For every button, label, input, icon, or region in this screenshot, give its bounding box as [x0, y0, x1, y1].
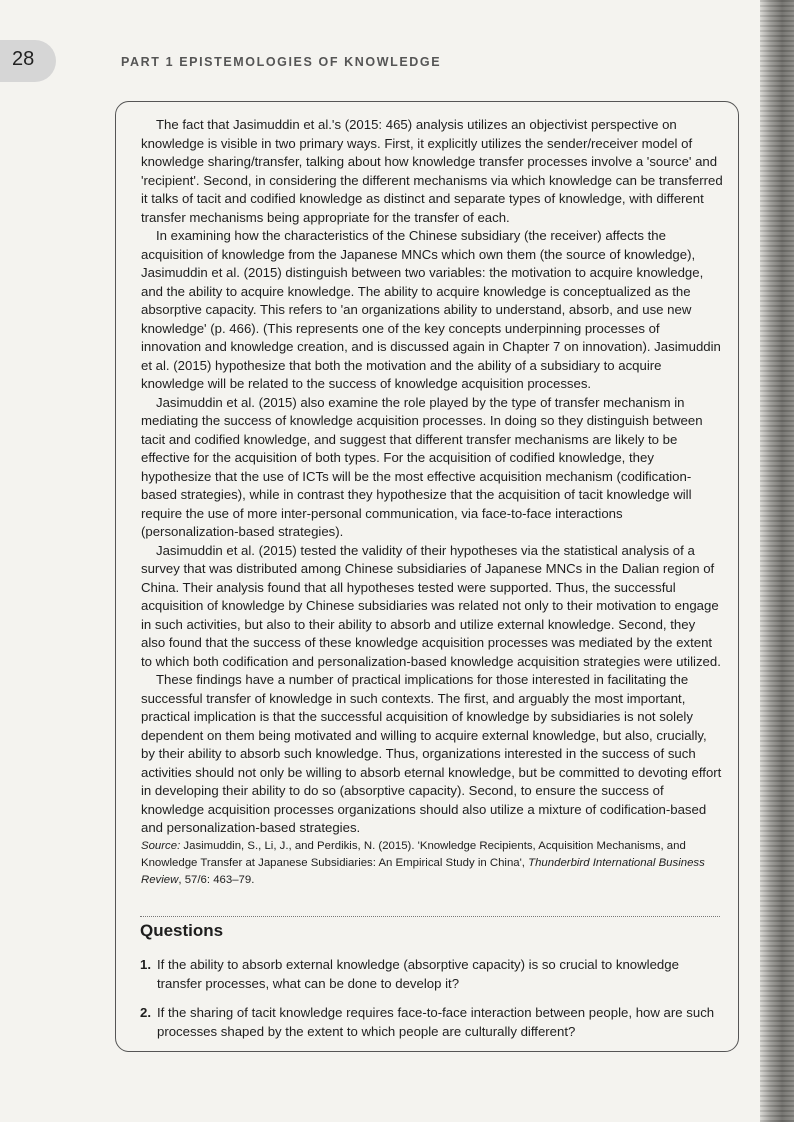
paragraph: Jasimuddin et al. (2015) tested the validity of their hypotheses via the statistical analysis of a survey that was distributed among Chinese subsidiaries of Japanese MNCs in the Dalian region of China. Their analysis found that all hypotheses tested were supported. Thus, the successful acquisition of knowledge by Chinese subsidiaries was related not only to their motivation to engage in such activities, but also to their ability to absorb and utilize external knowledge. Second, they also found that the success of these knowledge acquisition processes was mediated by the extent to which both codification and personalization-based knowledge acquisition strategies were utilized. [141, 542, 721, 669]
question-text: If the sharing of tacit knowledge requires face-to-face interaction between people, how are such processes shaped by the extent to which people are culturally different? [157, 1005, 715, 1039]
source-label: Source: [141, 839, 181, 852]
paragraph: The fact that Jasimuddin et al.'s (2015: 465) analysis utilizes an objectivist perspective on knowledge is visible in two primary ways. First, it explicitly utilizes the sender/receiver model of knowledge sharing/transfer, talking about how knowledge transfer processes involve a 'source' and 'recipient'. Second, in considering the different mechanisms via which knowledge can be transferred it talks of tacit and codified knowledge as distinct and separate types of knowledge, with different transfer mechanisms being appropriate for the transfer of each. [141, 117, 723, 225]
book-spine-edge [760, 0, 794, 1122]
case-study-text [141, 116, 723, 889]
source-journal: Thunderbird International Business Review [141, 856, 705, 886]
page-number: 28 [12, 48, 35, 70]
question-text: If the ability to absorb external knowledge (absorptive capacity) is so crucial to knowledge transfer processes, what can be done to develop it? [157, 957, 679, 991]
questions-list [140, 956, 720, 1052]
paragraph: In examining how the characteristics of the Chinese subsidiary (the receiver) affects the acquisition of knowledge from the Japanese MNCs which own them (the source of knowledge), Jasimuddin et al. (2015) distinguish between two variables: the motivation to acquire knowledge, and the ability to acquire knowledge. The ability to acquire knowledge is conceptualized as the absorptive capacity. This refers to 'an organizations ability to understand, absorb, and use new knowledge' (p. 466). (This represents one of the key concepts underpinning processes of innovation and knowledge creation, and is discussed again in Chapter 7 on innovation). Jasimuddin et al. (2015) hypothesize that both the motivation and the ability of a subsidiary to acquire knowledge will be related to the success of knowledge acquisition processes. [141, 228, 721, 391]
source-details: , 57/6: 463–79. [178, 873, 255, 886]
running-head: PART 1 EPISTEMOLOGIES OF KNOWLEDGE [121, 55, 442, 69]
questions-heading: Questions [140, 921, 224, 940]
paragraph: These findings have a number of practical implications for those interested in facilitating the successful transfer of knowledge in such contexts. The first, and arguably the most important, practical implication is that the successful acquisition of knowledge by subsidiaries is not solely dependent on them being motivated and willing to acquire external knowledge, but also, crucially, by their ability to absorb such knowledge. Thus, organizations interested in the success of such activities should not only be willing to absorb eternal knowledge, but be committed to devoting effort in developing their ability to do so (absorptive capacity). Second, to ensure the success of knowledge acquisition processes organizations should also utilize a mixture of codification-based and personalization-based strategies. [141, 672, 722, 835]
source-citation [141, 838, 723, 889]
question-item [140, 956, 720, 993]
source-authors: Jasimuddin, S., Li, J., and Perdikis, N. (2015). 'Knowledge Recipients, Acquisition Mechanisms, and Knowledge Transfer at Japanese Subsidiaries: An Empirical Study in China', [141, 839, 686, 869]
question-number: 1. [140, 957, 151, 972]
dotted-divider [140, 916, 720, 917]
question-number: 2. [140, 1005, 151, 1020]
paragraph: Jasimuddin et al. (2015) also examine the role played by the type of transfer mechanism in mediating the success of knowledge acquisition processes. In doing so they distinguish between tacit and codified knowledge, and suggest that different transfer mechanisms are likely to be effective for the acquisition of both types. For the acquisition of codified knowledge, they hypothesize that the use of ICTs will be the most effective acquisition mechanism (codification-based strategies), while in contrast they hypothesize that the acquisition of tacit knowledge will require the use of more inter-personal communication, via face-to-face interactions (personalization-based strategies). [141, 394, 703, 539]
question-item [140, 1004, 720, 1041]
